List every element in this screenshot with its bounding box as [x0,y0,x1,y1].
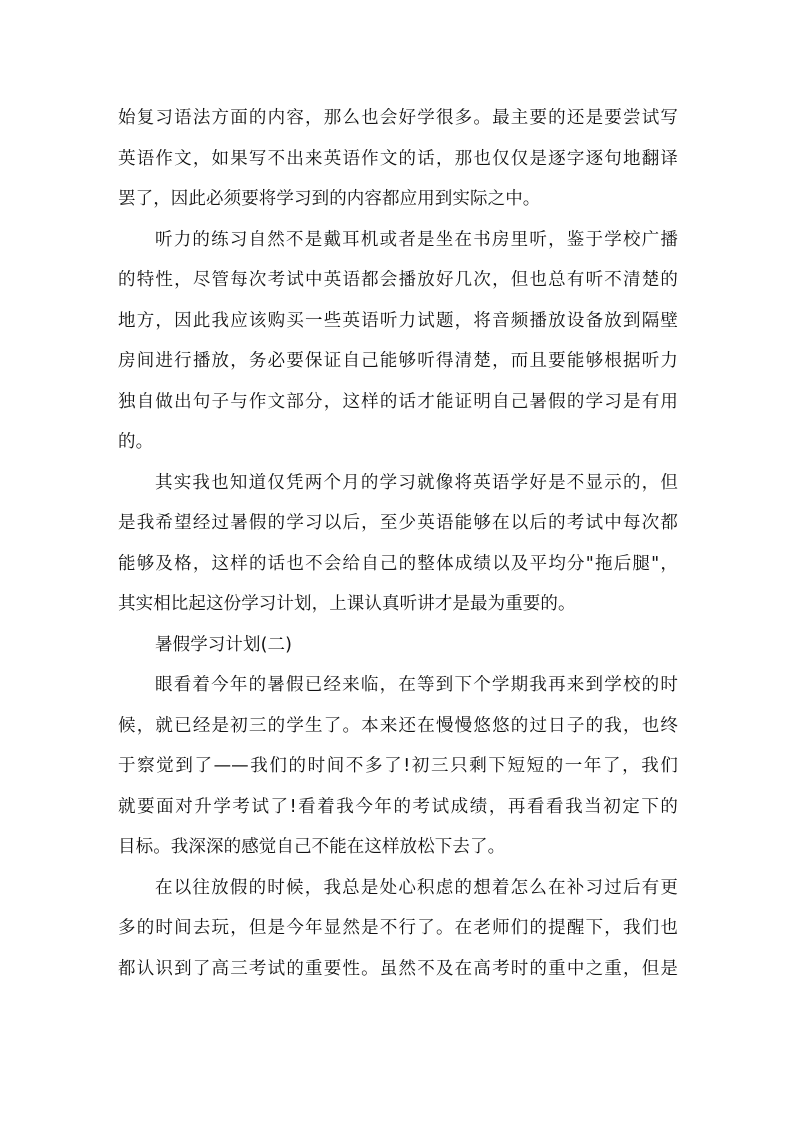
text-line: 于察觉到了——我们的时间不多了!初三只剩下短短的一年了，我们 [118,756,678,776]
text-line: 是我希望经过暑假的学习以后，至少英语能够在以后的考试中每次都 [118,513,678,533]
text-line: 多的时间去玩，但是今年显然是不行了。在老师们的提醒下，我们也 [118,918,678,938]
paragraph-first-line: 其实我也知道仅凭两个月的学习就像将英语学好是不显示的，但 [155,472,678,493]
text-line: 都认识到了高三考试的重要性。虽然不及在高考时的重中之重，但是 [118,958,678,979]
text-line: 始复习语法方面的内容，那么也会好学很多。最主要的还是要尝试写 [118,108,678,128]
section-heading: 暑假学习计划(二) [155,634,293,655]
text-line: 能够及格，这样的话也不会给自己的整体成绩以及平均分"拖后腿"， [118,553,678,574]
text-line: 候，就已经是初三的学生了。本来还在慢慢悠悠的过日子的我，也终 [118,715,678,736]
paragraph-first-line: 眼看着今年的暑假已经来临，在等到下个学期我再来到学校的时 [155,675,678,695]
text-line: 房间进行播放，务必要保证自己能够听得清楚，而且要能够根据听力 [118,351,678,371]
text-line: 罢了，因此必须要将学习到的内容都应用到实际之中。 [118,189,541,209]
text-line: 独自做出句子与作文部分，这样的话才能证明自己暑假的学习是有用 [118,391,678,412]
text-line: 地方，因此我应该购买一些英语听力试题，将音频播放设备放到隔壁 [118,310,678,331]
text-line: 的特性，尽管每次考试中英语都会播放好几次，但也总有听不清楚的 [118,270,678,290]
text-line: 的。 [118,432,154,452]
text-line: 英语作文，如果写不出来英语作文的话，那也仅仅是逐字逐句地翻译 [118,148,678,169]
paragraph-first-line: 在以往放假的时候，我总是处心积虑的想着怎么在补习过后有更 [155,877,678,898]
text-line: 就要面对升学考试了!看着我今年的考试成绩，再看看我当初定下的 [118,796,678,817]
text-line: 目标。我深深的感觉自己不能在这样放松下去了。 [118,837,506,857]
document-body [118,98,678,989]
paragraph-first-line: 听力的练习自然不是戴耳机或者是坐在书房里听，鉴于学校广播 [155,229,678,250]
text-line: 其实相比起这份学习计划，上课认真听讲才是最为重要的。 [118,594,576,614]
